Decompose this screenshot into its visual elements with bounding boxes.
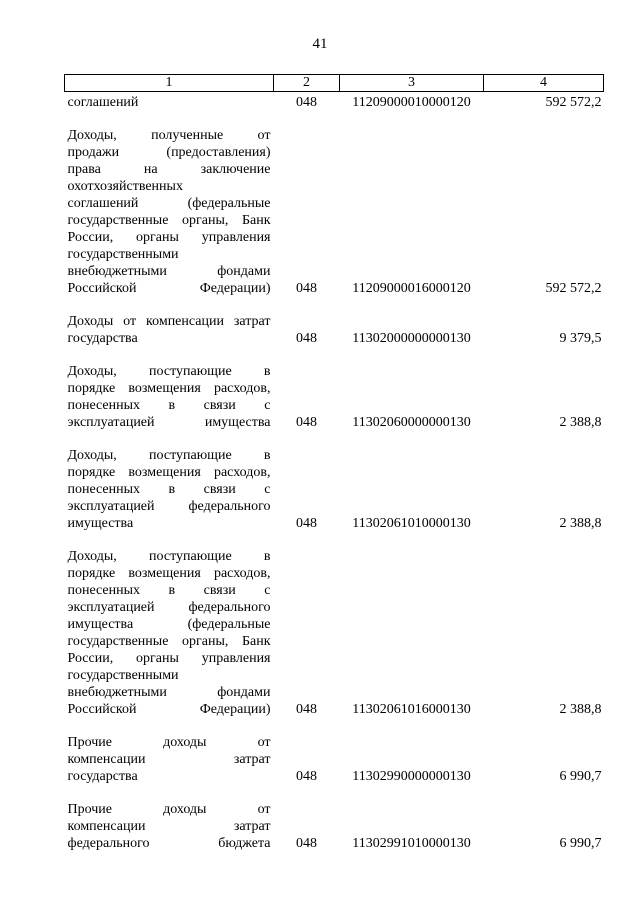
row-name-line: Доходы, полученные от — [67, 128, 271, 143]
row-name-line: государственные органы, Банк — [67, 634, 271, 649]
row-name-line: имущества (федеральные — [67, 617, 271, 632]
row-name-line: соглашений — [67, 95, 139, 110]
row-name — [65, 92, 274, 112]
table-row — [65, 431, 604, 532]
table-row — [65, 111, 604, 297]
row-name-line: федерального бюджета — [67, 836, 271, 851]
row-name-line: внебюджетными фондами — [67, 264, 271, 279]
row-name-line: государства — [67, 769, 138, 784]
row-name-line: Российской Федерации) — [67, 281, 271, 296]
row-name-line: эксплуатацией имущества — [67, 415, 271, 430]
row-name-line: государственными — [67, 247, 179, 262]
row-name — [65, 718, 274, 785]
row-name-line: порядке возмещения расходов, — [67, 465, 271, 480]
row-name-line: порядке возмещения расходов, — [67, 566, 271, 581]
row-amount: 2 388,8 — [559, 415, 602, 430]
row-kbk: 11209000010000120 — [352, 95, 471, 110]
table-body — [65, 92, 604, 853]
row-name-line: государства — [67, 331, 138, 346]
row-name — [65, 111, 274, 297]
row-amount: 592 572,2 — [545, 95, 602, 110]
row-name-line: понесенных в связи с — [67, 583, 271, 598]
table-row — [65, 532, 604, 718]
row-code: 048 — [296, 769, 317, 784]
row-name-line: государственные органы, Банк — [67, 213, 271, 228]
row-code: 048 — [296, 516, 317, 531]
row-name-line: понесенных в связи с — [67, 398, 271, 413]
row-name-line: эксплуатацией федерального — [67, 600, 271, 615]
table-row — [65, 347, 604, 431]
row-kbk: 11302990000000130 — [352, 769, 471, 784]
row-name-line: компенсации затрат — [67, 819, 271, 834]
row-name-line: понесенных в связи с — [67, 482, 271, 497]
column-header-3: 3 — [340, 75, 484, 92]
row-name-line: Доходы, поступающие в — [67, 448, 271, 463]
page-number: 41 — [312, 36, 328, 52]
table-row — [65, 92, 604, 112]
column-header-1: 1 — [65, 75, 274, 92]
row-name-line: Прочие доходы от — [67, 802, 271, 817]
row-amount: 6 990,7 — [559, 836, 602, 851]
table-row — [65, 785, 604, 852]
table-row — [65, 297, 604, 347]
row-name-line: продажи (предоставления) — [67, 145, 271, 160]
row-name-line: Доходы, поступающие в — [67, 549, 271, 564]
column-header-2: 2 — [274, 75, 340, 92]
row-name-line: имущества — [67, 516, 134, 531]
column-header-4: 4 — [484, 75, 604, 92]
row-name — [65, 297, 274, 347]
row-name-line: России, органы управления — [67, 651, 271, 666]
row-amount: 6 990,7 — [559, 769, 602, 784]
row-amount: 9 379,5 — [559, 331, 602, 346]
row-name-line: государственными — [67, 668, 179, 683]
table-row — [65, 718, 604, 785]
row-name — [65, 347, 274, 431]
row-name-line: порядке возмещения расходов, — [67, 381, 271, 396]
row-name — [65, 785, 274, 852]
row-code: 048 — [296, 95, 317, 110]
row-kbk: 11209000016000120 — [352, 281, 471, 296]
row-name-line: Российской Федерации) — [67, 702, 271, 717]
revenue-table — [64, 74, 604, 852]
row-name-line: компенсации затрат — [67, 752, 271, 767]
row-code: 048 — [296, 702, 317, 717]
table-header-row — [65, 75, 604, 92]
row-code: 048 — [296, 281, 317, 296]
row-name-line: внебюджетными фондами — [67, 685, 271, 700]
row-name-line: Доходы от компенсации затрат — [67, 314, 271, 329]
row-name-line: Прочие доходы от — [67, 735, 271, 750]
row-name — [65, 532, 274, 718]
row-name-line: Доходы, поступающие в — [67, 364, 271, 379]
row-kbk: 11302060000000130 — [352, 415, 471, 430]
row-name-line: эксплуатацией федерального — [67, 499, 271, 514]
row-kbk: 11302061016000130 — [352, 702, 471, 717]
row-code: 048 — [296, 836, 317, 851]
row-kbk: 11302991010000130 — [352, 836, 471, 851]
row-amount: 592 572,2 — [545, 281, 602, 296]
row-amount: 2 388,8 — [559, 516, 602, 531]
row-name-line: соглашений (федеральные — [67, 196, 271, 211]
row-name-line: России, органы управления — [67, 230, 271, 245]
row-name — [65, 431, 274, 532]
row-name-line: права на заключение — [67, 162, 271, 177]
row-code: 048 — [296, 415, 317, 430]
row-kbk: 11302000000000130 — [352, 331, 471, 346]
row-name-line: охотхозяйственных — [67, 179, 183, 194]
row-kbk: 11302061010000130 — [352, 516, 471, 531]
row-amount: 2 388,8 — [559, 702, 602, 717]
row-code: 048 — [296, 331, 317, 346]
